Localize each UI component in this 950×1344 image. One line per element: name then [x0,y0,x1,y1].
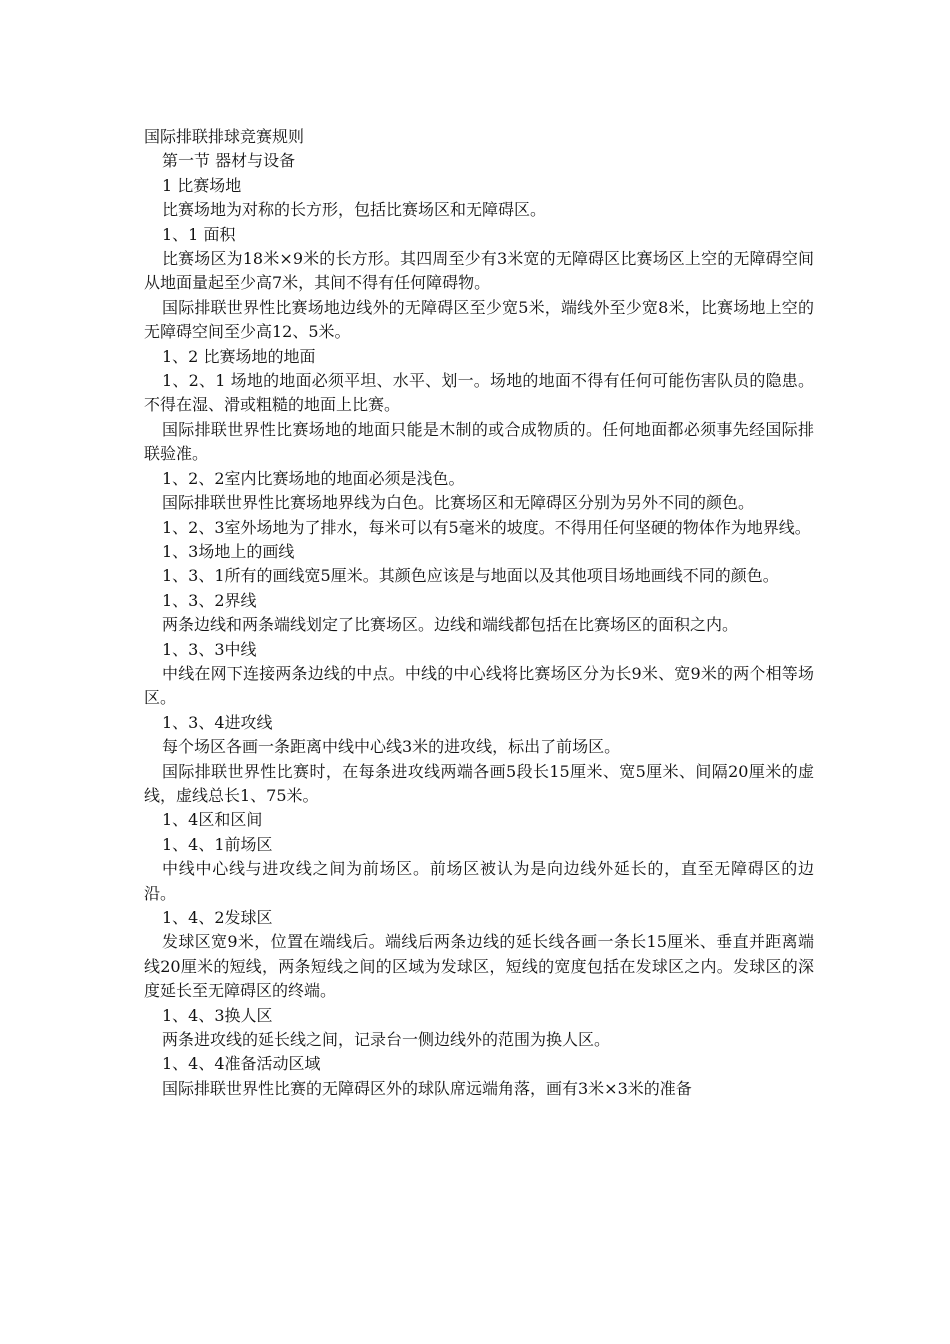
subsection-heading: 1 比赛场地 [162,175,242,195]
paragraph: 比赛场地为对称的长方形，包括比赛场区和无障碍区。 [162,200,547,220]
subsection-heading: 1、4、3换人区 [162,1005,273,1025]
paragraph: 发球区宽9米，位置在端线后。端线后两条边线的延长线各画一条长15厘米、垂直并距离端线20厘米的短线，两条短线之间的区域为发球区，短线的宽度包括在发球区之内。发球区的深度延长至无障碍区的终端。 [144,932,814,1001]
paragraph: 中线在网下连接两条边线的中点。中线的中心线将比赛场区分为长9米、宽9米的两个相等场区。 [144,663,814,708]
section-heading: 第一节 器材与设备 [162,151,296,171]
paragraph: 国际排联世界性比赛场地的地面只能是木制的或合成物质的。任何地面都必须事先经国际排联验准。 [144,419,814,464]
paragraph: 比赛场区为18米×9米的长方形。其四周至少有3米宽的无障碍区比赛场区上空的无障碍空间从地面量起至少高7米，其间不得有任何障碍物。 [144,249,814,293]
paragraph: 两条边线和两条端线划定了比赛场区。边线和端线都包括在比赛场区的面积之内。 [162,615,739,635]
paragraph: 1、2、3室外场地为了排水，每米可以有5毫米的坡度。不得用任何坚硬的物体作为地界线。 [162,517,811,537]
paragraph: 国际排联世界性比赛的无障碍区外的球队席远端角落，画有3米×3米的准备 [162,1078,692,1098]
paragraph: 每个场区各画一条距离中线中心线3米的进攻线，标出了前场区。 [162,737,621,757]
document-body [144,125,814,1101]
subsection-heading: 1、4区和区间 [162,810,263,830]
subsection-heading: 1、2 比赛场地的地面 [162,346,316,366]
subsection-heading: 1、3、4进攻线 [162,712,273,732]
subsection-heading: 1、4、1前场区 [162,834,273,854]
paragraph: 1、3、1所有的画线宽5厘米。其颜色应该是与地面以及其他项目场地画线不同的颜色。 [162,566,779,586]
paragraph: 两条进攻线的延长线之间，记录台一侧边线外的范围为换人区。 [162,1030,611,1050]
paragraph: 1、2、2室内比赛场地的地面必须是浅色。 [162,468,465,488]
subsection-heading: 1、1 面积 [162,224,236,244]
subsection-heading: 1、3、3中线 [162,639,257,659]
paragraph: 中线中心线与进攻线之间为前场区。前场区被认为是向边线外延长的，直至无障碍区的边沿。 [144,859,814,903]
paragraph: 1、2、1 场地的地面必须平坦、水平、划一。场地的地面不得有任何可能伤害队员的隐患。不得在湿、滑或粗糙的地面上比赛。 [144,371,814,415]
paragraph: 国际排联世界性比赛时，在每条进攻线两端各画5段长15厘米、宽5厘米、间隔20厘米的虚线，虚线总长1、75米。 [144,761,814,805]
paragraph: 国际排联世界性比赛场地边线外的无障碍区至少宽5米，端线外至少宽8米，比赛场地上空的无障碍空间至少高12、5米。 [144,297,814,342]
paragraph: 国际排联世界性比赛场地界线为白色。比赛场区和无障碍区分别为另外不同的颜色。 [162,493,755,513]
subsection-heading: 1、3、2界线 [162,590,257,610]
subsection-heading: 1、4、2发球区 [162,908,273,927]
subsection-heading: 1、4、4准备活动区域 [162,1054,321,1074]
subsection-heading: 1、3场地上的画线 [162,541,295,561]
document-title: 国际排联排球竞赛规则 [144,127,305,146]
